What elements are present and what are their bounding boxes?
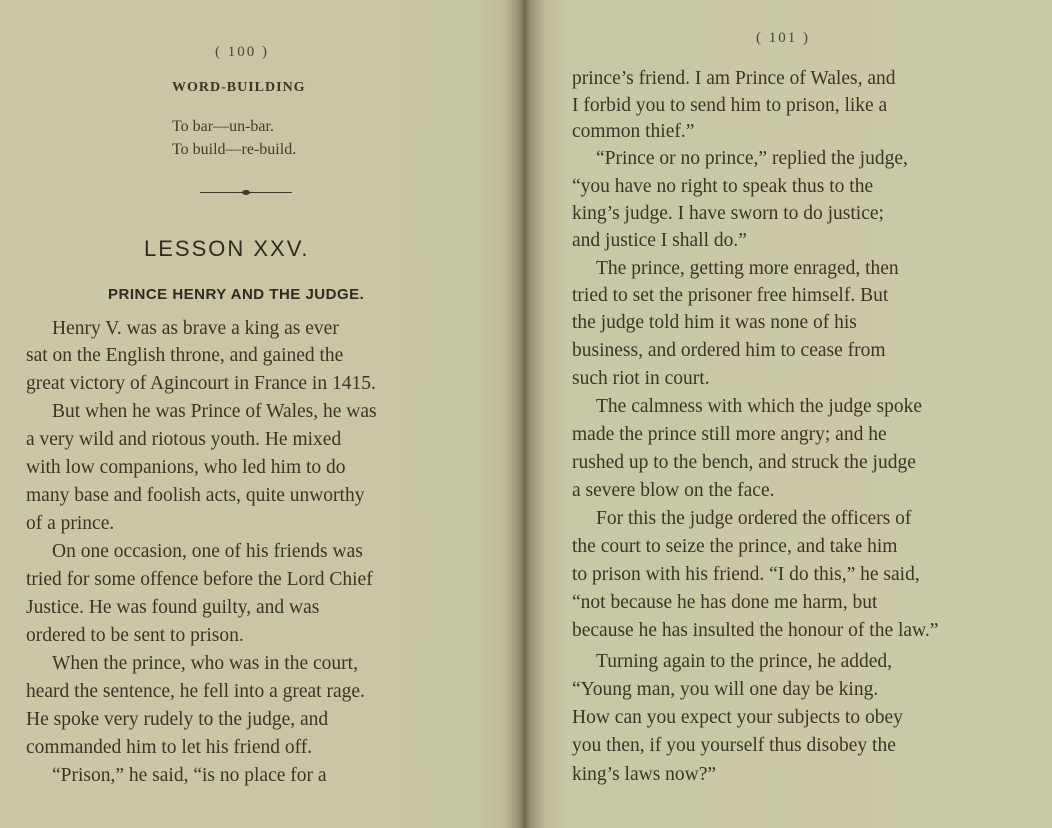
text-line: a severe blow on the face. <box>572 480 775 501</box>
word-building-line: To build—re-build. <box>172 141 297 158</box>
text-line: When the prince, who was in the court, <box>52 653 358 674</box>
lesson-title: LESSON XXV. <box>144 236 310 261</box>
text-line: On one occasion, one of his friends was <box>52 541 363 562</box>
text-line: How can you expect your subjects to obey <box>572 707 903 728</box>
text-line: rushed up to the bench, and struck the judge <box>572 452 916 473</box>
text-line: the judge told him it was none of his <box>572 312 857 333</box>
text-line: Justice. He was found guilty, and was <box>26 597 320 618</box>
text-line: ordered to be sent to prison. <box>26 625 244 646</box>
page-number-left: ( 100 ) <box>215 44 269 60</box>
text-line: king’s laws now?” <box>572 764 717 785</box>
text-line: commanded him to let his friend off. <box>26 737 313 758</box>
text-line: great victory of Agincourt in France in 1415. <box>26 373 376 394</box>
text-line: He spoke very rudely to the judge, and <box>26 709 329 730</box>
text-line: Turning again to the prince, he added, <box>596 651 893 672</box>
left-page <box>0 0 520 828</box>
word-building-line: To bar—un-bar. <box>172 118 274 135</box>
text-line: the court to seize the prince, and take him <box>572 536 898 557</box>
page-number-right: ( 101 ) <box>756 30 810 46</box>
text-line: heard the sentence, he fell into a great rage. <box>26 681 365 702</box>
text-line: The calmness with which the judge spoke <box>596 396 923 417</box>
text-line: and justice I shall do.” <box>572 230 747 251</box>
text-line: The prince, getting more enraged, then <box>596 258 899 279</box>
text-line: “not because he has done me harm, but <box>572 592 878 613</box>
text-line: to prison with his friend. “I do this,” he said, <box>572 564 920 585</box>
text-line: “you have no right to speak thus to the <box>572 176 874 197</box>
text-line: sat on the English throne, and gained the <box>26 345 344 366</box>
text-line: with low companions, who led him to do <box>26 457 346 478</box>
text-line: For this the judge ordered the officers of <box>596 508 912 529</box>
text-line: such riot in court. <box>572 368 710 389</box>
text-line: tried to set the prisoner free himself. But <box>572 285 889 306</box>
story-title: PRINCE HENRY AND THE JUDGE. <box>108 286 365 303</box>
text-line: many base and foolish acts, quite unworthy <box>26 485 365 506</box>
text-line: of a prince. <box>26 513 115 534</box>
section-divider-ornament <box>200 191 292 194</box>
text-line: business, and ordered him to cease from <box>572 340 886 361</box>
right-page <box>524 0 1052 828</box>
text-line: king’s judge. I have sworn to do justice; <box>572 203 884 224</box>
text-line: “Prison,” he said, “is no place for a <box>52 765 327 786</box>
text-line: tried for some offence before the Lord Chief <box>26 569 373 590</box>
text-line: a very wild and riotous youth. He mixed <box>26 429 342 450</box>
text-line: “Young man, you will one day be king. <box>572 679 879 700</box>
text-line: made the prince still more angry; and he <box>572 424 887 445</box>
text-line: I forbid you to send him to prison, like a <box>572 95 888 116</box>
text-line: But when he was Prince of Wales, he was <box>52 401 377 422</box>
text-line: Henry V. was as brave a king as ever <box>52 318 339 339</box>
text-line: because he has insulted the honour of the law.” <box>572 620 939 641</box>
text-line: you then, if you yourself thus disobey the <box>572 735 896 756</box>
text-line: “Prince or no prince,” replied the judge, <box>596 148 908 169</box>
text-line: common thief.” <box>572 121 695 142</box>
word-building-heading: WORD-BUILDING <box>172 80 306 95</box>
text-line: prince’s friend. I am Prince of Wales, and <box>572 68 896 89</box>
